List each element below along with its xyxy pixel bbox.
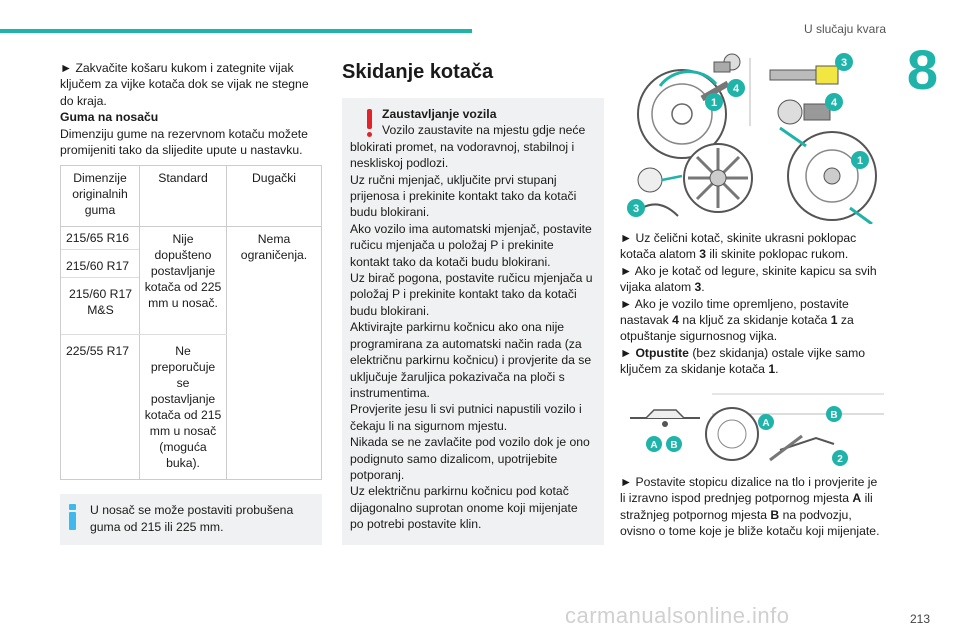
jack-point-detail xyxy=(630,410,700,427)
badge-A xyxy=(646,436,662,452)
badge-1 xyxy=(851,151,869,169)
svg-text:1: 1 xyxy=(710,97,718,109)
svg-text:A: A xyxy=(650,440,658,451)
badge-3 xyxy=(627,199,645,217)
chapter-number: 8 xyxy=(906,38,938,101)
info-note-box xyxy=(60,494,322,545)
section-header-title: U slučaju kvara xyxy=(803,22,886,36)
wheel-tools-illustration xyxy=(620,48,884,224)
table-cell-standard-group1: Nije dopušteno postavljanje kotača od 225 mm u nosač. xyxy=(140,227,227,335)
badge-3 xyxy=(835,53,853,71)
intro-bullet: ► Zakvačite košaru kukom i zategnite vijak ključem za vijke kotača dok se vijak ne stegne do kraja. xyxy=(60,61,309,108)
alloy-wheel-drawing xyxy=(684,144,752,212)
svg-text:A: A xyxy=(762,418,770,429)
table-cell-size: 215/60 R17 M&S xyxy=(61,278,140,335)
watermark-text: carmanualsonline.info xyxy=(565,603,790,628)
svg-text:1: 1 xyxy=(856,155,864,167)
step-3: ► Ako je vozilo time opremljeno, postavite nastavak 4 na ključ za skidanje kotača 1 za otpuštanje sigurnosnog vijka. xyxy=(620,296,854,344)
steel-wheel-drawing xyxy=(780,128,876,224)
warning-body: blokirati promet, na vodoravnoj, stabilnoj i neskliskoj podlozi. Uz ručni mjenjač, uključite prvi stupanj prijenosa i prekinite kontakt tako da kotači budu blokirani. Ako vozilo ima automatski mjenjač, postavite ručicu mjenjača u položaj P i prekinite kontakt tako da kotači budu blokirani. Uz birač pogona, postavite ručicu mjenjača u položaj P i prekinite kontakt tako da kotači budu blokirani. Aktivirajte parkirnu kočnicu ako ona nije programirana za automatski način rada (za električnu parkirnu kočnicu) i provjerite da se uključuje žaruljica pokazivača na ploči s instrumentima. Provjerite jesu li svi putnici napustili vozilo i čekaju li na sigurnom mjestu. Nikada se ne zavlačite pod vozilo dok je ono podignuto samo dizalicom, upotrijebite potporanj. Uz električnu parkirnu kočnicu pod kotač dijagonalno suprotan onome koji mijenjate po potrebi postavite klin. xyxy=(350,139,593,532)
warning-title: Zaustavljanje vozila xyxy=(382,107,497,121)
badge-4 xyxy=(727,79,745,97)
svg-text:B: B xyxy=(830,410,838,421)
step-4: ► Otpustite (bez skidanja) ostale vijke samo ključem za skidanje kotača 1. xyxy=(620,345,866,377)
section-title: Skidanje kotača xyxy=(342,61,494,83)
column-3-steps xyxy=(620,230,884,378)
carrier-heading: Guma na nosaču xyxy=(60,110,159,125)
svg-text:3: 3 xyxy=(840,57,848,69)
svg-text:B: B xyxy=(670,440,678,451)
step-2: ► Ako je kotač od legure, skinite kapicu sa svih vijaka alatom 3. xyxy=(620,263,877,295)
warning-lead: Vozilo zaustavite na mjestu gdje neće xyxy=(382,123,586,138)
info-note-text: U nosač se može postaviti probušena guma od 215 ili 225 mm. xyxy=(90,503,294,534)
carrier-text: Dimenziju gume na rezervnom kotaču možete promijeniti tako da slijedite upute u nastavku. xyxy=(60,126,308,158)
lug-nut-drawing xyxy=(714,54,740,72)
table-header-dimensions: Dimenzije originalnih guma xyxy=(61,166,140,227)
table-cell-size: 215/65 R16 xyxy=(61,227,140,250)
header-accent-bar xyxy=(0,29,472,33)
warning-box xyxy=(342,98,604,545)
table-header-long: Dugački xyxy=(227,166,322,227)
jack-points-illustration xyxy=(620,390,884,470)
svg-text:3: 3 xyxy=(632,203,640,215)
svg-text:4: 4 xyxy=(830,97,838,109)
badge-1 xyxy=(705,93,723,111)
badge-2 xyxy=(832,450,848,466)
svg-text:4: 4 xyxy=(732,83,740,95)
car-underbody-drawing xyxy=(706,394,884,460)
table-cell-size: 225/55 R17 xyxy=(61,335,140,480)
table-cell-standard-group2: Ne preporučuje se postavljanje kotača od 215 mm u nosač (moguća buka). xyxy=(140,335,227,480)
table-cell-size: 215/60 R17 xyxy=(61,250,140,278)
table-header-standard: Standard xyxy=(140,166,227,227)
badge-B xyxy=(666,436,682,452)
jack-step-text: ► Postavite stopicu dizalice na tlo i provjerite je li izravno ispod prednjeg potpornog mjesta A ili stražnjeg potpornog mjesta B na podvozju, ovisno o tome koje je bliže kotaču koji mijenjate. xyxy=(620,475,880,539)
page-number: 213 xyxy=(909,612,930,626)
info-icon xyxy=(69,504,76,530)
badge-B xyxy=(826,406,842,422)
column-2 xyxy=(342,60,604,545)
badge-4 xyxy=(825,93,843,111)
table-cell-long: Nema ograničenja. xyxy=(227,227,322,480)
badge-A xyxy=(758,414,774,430)
column-1 xyxy=(60,60,322,545)
svg-text:2: 2 xyxy=(837,454,843,465)
column-3-jack-step xyxy=(620,474,884,540)
security-bolt-adapter-drawing xyxy=(770,66,838,124)
warning-icon xyxy=(367,109,373,139)
tyre-size-table xyxy=(60,165,322,480)
step-1: ► Uz čelični kotač, skinite ukrasni poklopac kotača alatom 3 ili skinite poklopac rukom. xyxy=(620,231,857,262)
